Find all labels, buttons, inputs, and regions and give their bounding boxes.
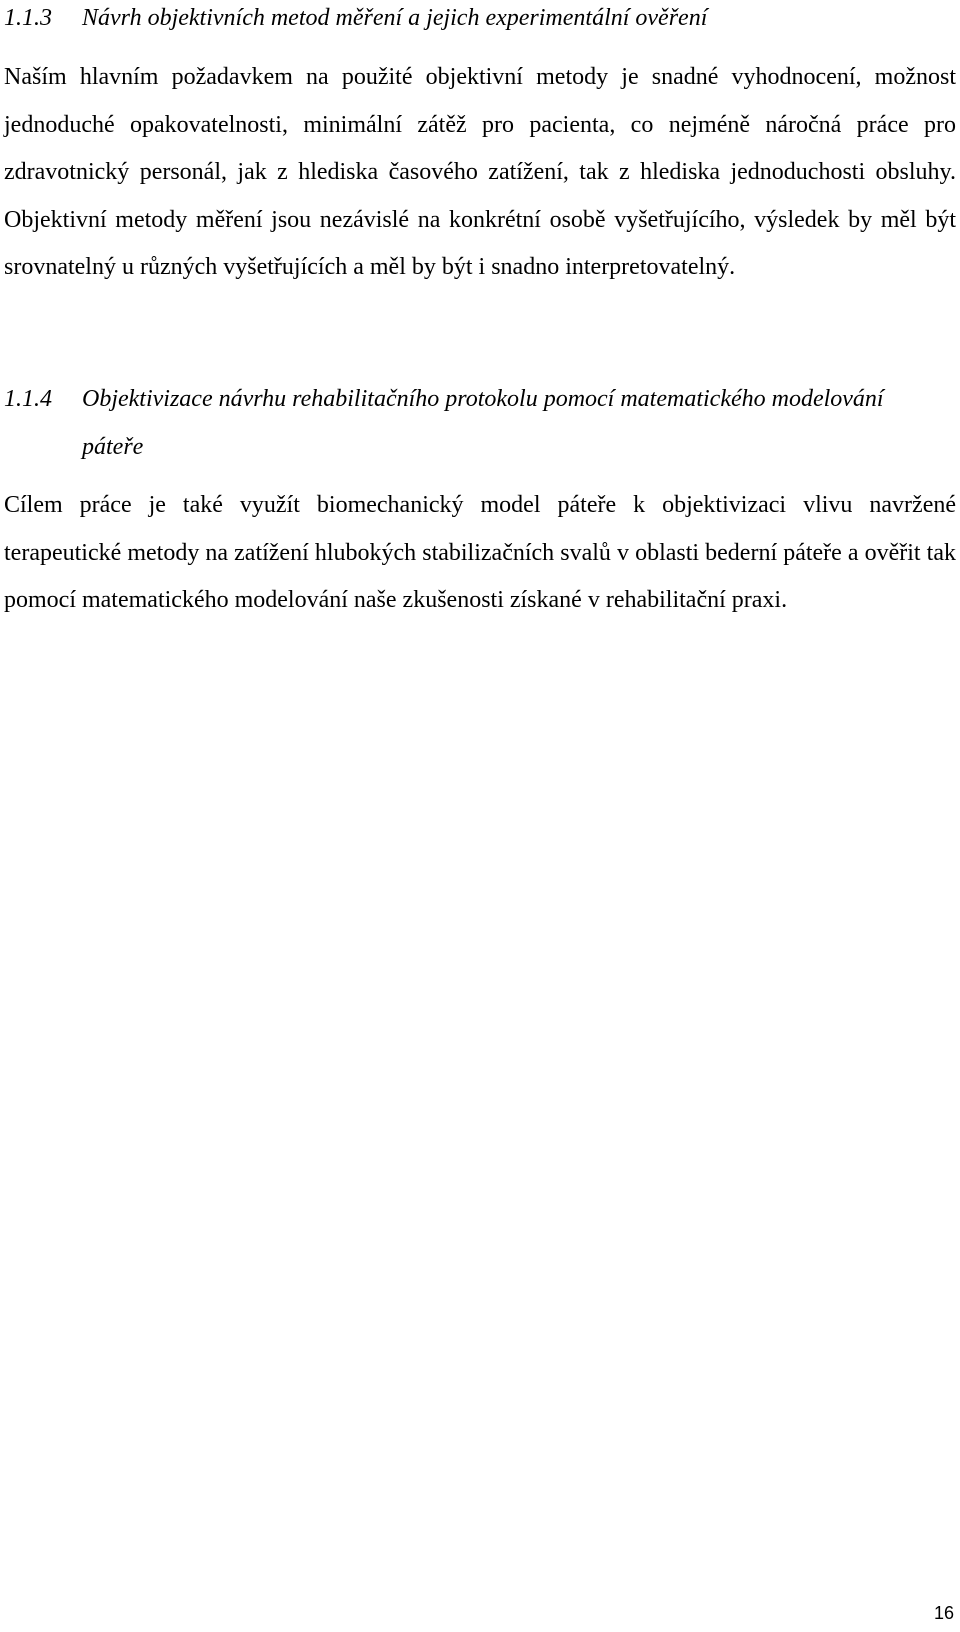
body-paragraph-1: Naším hlavním požadavkem na použité objektivní metody je snadné vyhodnocení, možnost jednoduché opakovatelnosti, minimální zátěž pro pacienta, co nejméně náročná práce pro zdravotnický personál, jak z hlediska časového zatížení, tak z hlediska jednoduchosti obsluhy. Objektivní metody měření jsou nezávislé na konkrétní osobě vyšetřujícího, výsledek by měl být srovnatelný u různých vyšetřujících a měl by být i snadno interpretovatelný. [4, 64, 956, 280]
page-number: 16 [933, 1603, 954, 1623]
section-heading-1-1-3 [4, 4, 707, 32]
section-number: 1.1.3 [4, 5, 52, 31]
section-title-line-1: Objektivizace návrhu rehabilitačního protokolu pomocí matematického modelování [82, 386, 884, 412]
section-number: 1.1.4 [4, 386, 52, 412]
section-heading-1-1-4 [4, 385, 954, 461]
section-title-line-2: páteře [82, 434, 144, 460]
body-paragraph-2: Cílem práce je také využít biomechanický model páteře k objektivizaci vlivu navržené terapeutické metody na zatížení hlubokých stabilizačních svalů v oblasti bederní páteře a ověřit tak pomocí matematického modelování naše zkušenosti získané v rehabilitační praxi. [4, 492, 956, 613]
section-title: Návrh objektivních metod měření a jejich experimentální ověření [82, 5, 708, 31]
